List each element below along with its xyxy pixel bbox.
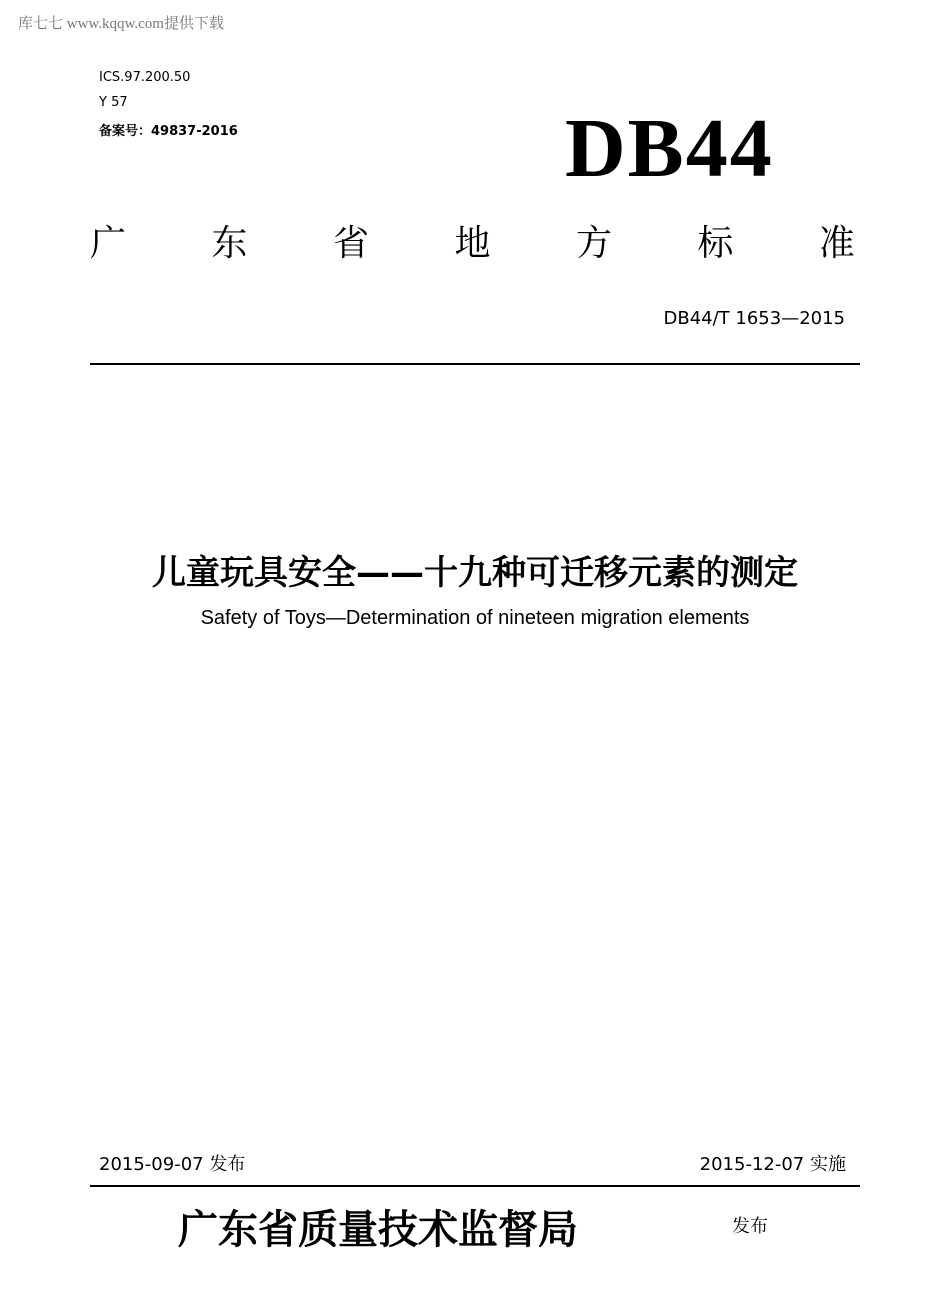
- classification-code: Y 57: [99, 95, 128, 110]
- category-char: 广: [90, 223, 127, 264]
- category-char: 省: [332, 223, 369, 264]
- issue-date: 2015-09-07 发布: [99, 1154, 246, 1175]
- divider: [90, 1185, 860, 1187]
- category-char: 地: [454, 223, 491, 264]
- standard-code: DB44/T 1653—2015: [663, 308, 845, 329]
- effective-date: 2015-12-07 实施: [699, 1154, 846, 1175]
- standard-category: [90, 215, 855, 266]
- category-char: 准: [818, 223, 855, 264]
- publish-label: 发布: [732, 1216, 768, 1237]
- category-char: 标: [697, 223, 734, 264]
- issuing-authority: 广东省质量技术监督局: [178, 1206, 578, 1253]
- divider: [90, 363, 860, 365]
- standard-logo: DB44: [565, 102, 774, 195]
- record-number: 备案号：49837-2016: [99, 124, 238, 139]
- watermark: 库七七 www.kqqw.com提供下载: [18, 16, 224, 32]
- title-english: Safety of Toys—Determination of nineteen migration elements: [200, 607, 750, 629]
- ics-code: ICS.97.200.50: [99, 70, 191, 85]
- category-char: 方: [575, 223, 612, 264]
- title-chinese: 儿童玩具安全——十九种可迁移元素的测定: [152, 553, 798, 593]
- category-char: 东: [211, 223, 248, 264]
